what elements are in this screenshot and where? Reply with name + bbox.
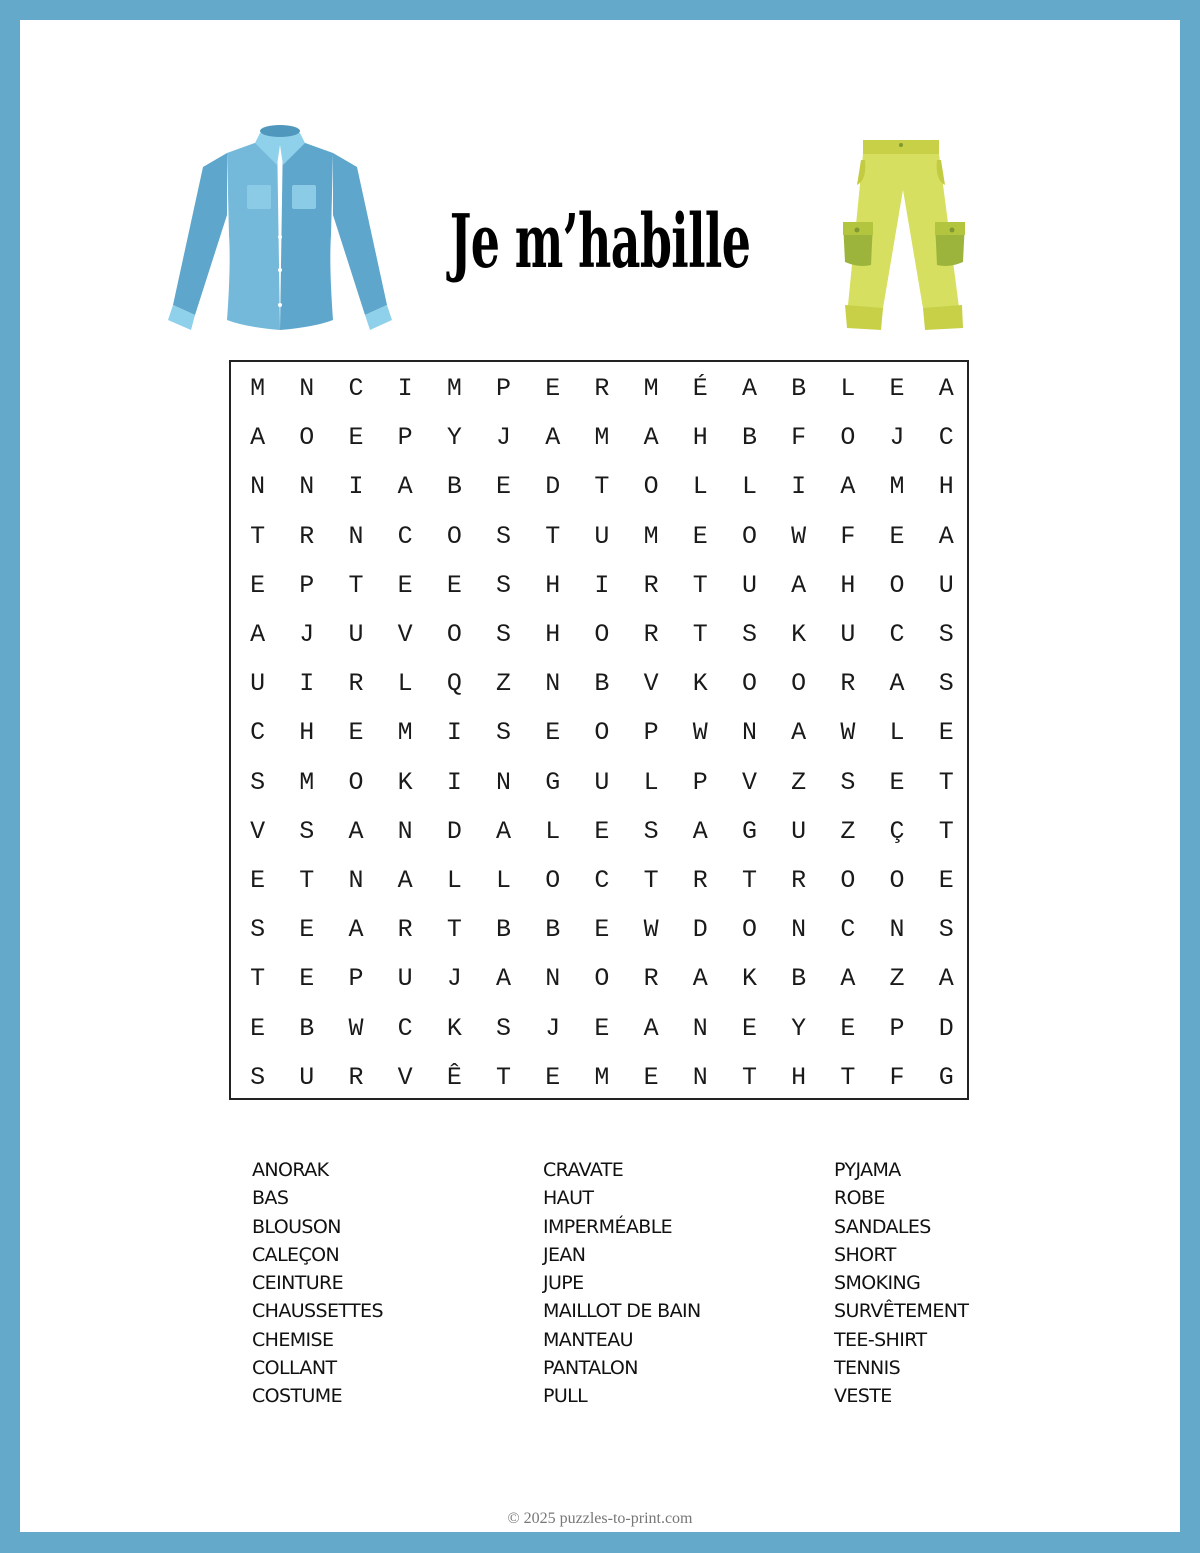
grid-cell[interactable]: J [545,1013,561,1043]
grid-cell[interactable]: N [250,472,266,502]
grid-cell[interactable]: E [250,1013,266,1043]
grid-cell[interactable]: E [889,374,905,404]
grid-cell[interactable]: O [643,472,659,502]
grid-cell[interactable]: E [594,915,610,945]
word-list-item: PULL [543,1385,588,1408]
grid-cell[interactable]: D [446,816,462,846]
grid-cell[interactable]: Q [446,669,462,699]
grid-cell[interactable]: L [741,472,757,502]
word-list-item: CHAUSSETTES [252,1300,383,1323]
grid-cell[interactable]: A [791,718,807,748]
grid-cell[interactable]: E [250,570,266,600]
grid-cell[interactable]: L [840,374,856,404]
grid-cell[interactable]: T [741,1062,757,1092]
grid-cell[interactable]: C [889,620,905,650]
grid-cell[interactable]: E [545,718,561,748]
grid-cell[interactable]: A [840,472,856,502]
grid-cell[interactable]: R [840,669,856,699]
worksheet-page [20,20,1180,1532]
grid-cell[interactable]: M [594,1062,610,1092]
grid-cell[interactable]: E [545,374,561,404]
grid-cell[interactable]: I [446,767,462,797]
grid-cell[interactable]: Y [446,423,462,453]
word-list-item: CRAVATE [543,1159,624,1181]
grid-cell[interactable]: F [791,423,807,453]
word-list-item: TEE-SHIRT [834,1328,927,1351]
grid-cell[interactable]: V [397,620,413,650]
grid-cell[interactable]: E [397,570,413,600]
grid-cell[interactable]: O [840,423,856,453]
grid-cell[interactable]: A [496,816,512,846]
grid-cell[interactable]: U [840,620,856,650]
word-list-item: BAS [252,1187,289,1210]
grid-cell[interactable]: E [545,1062,561,1092]
grid-cell[interactable]: B [791,374,807,404]
grid-cell[interactable]: W [348,1013,364,1043]
grid-cell[interactable]: P [692,767,708,797]
word-list-item: JEAN [543,1243,586,1266]
grid-cell[interactable]: C [938,423,954,453]
grid-cell[interactable]: E [446,570,462,600]
grid-cell[interactable]: E [496,472,512,502]
grid-cell[interactable]: I [348,472,364,502]
grid-cell[interactable]: E [643,1062,659,1092]
grid-cell[interactable]: O [741,669,757,699]
grid-cell[interactable]: E [889,521,905,551]
grid-cell[interactable]: S [938,620,954,650]
grid-cell[interactable]: S [840,767,856,797]
word-list-item: SMOKING [834,1272,921,1295]
grid-cell[interactable]: H [692,423,708,453]
grid-cell[interactable]: N [692,1062,708,1092]
grid-cell[interactable]: R [643,570,659,600]
grid-cell[interactable]: Z [840,816,856,846]
grid-cell[interactable]: S [496,1013,512,1043]
grid-cell[interactable]: Y [791,1013,807,1043]
grid-cell[interactable]: N [299,374,315,404]
grid-cell[interactable]: A [643,423,659,453]
grid-cell[interactable]: U [250,669,266,699]
grid-cell[interactable]: V [643,669,659,699]
word-list-item: CHEMISE [252,1328,334,1351]
word-list [252,1156,1052,1411]
grid-cell[interactable]: N [545,669,561,699]
grid-cell[interactable]: M [643,374,659,404]
grid-cell[interactable]: E [250,865,266,895]
grid-cell[interactable]: O [791,669,807,699]
grid-cell[interactable]: A [250,423,266,453]
grid-cell[interactable]: C [348,374,364,404]
grid-cell[interactable]: O [446,521,462,551]
grid-cell[interactable]: O [594,964,610,994]
grid-cell[interactable]: D [938,1013,954,1043]
grid-cell[interactable]: I [397,374,413,404]
grid-cell[interactable]: P [299,570,315,600]
grid-cell[interactable]: C [397,521,413,551]
grid-cell[interactable]: T [938,767,954,797]
grid-cell[interactable]: S [299,816,315,846]
grid-cell[interactable]: V [741,767,757,797]
grid-cell[interactable]: V [397,1062,413,1092]
grid-cell[interactable]: G [938,1062,954,1092]
grid-cell[interactable]: O [545,865,561,895]
grid-cell[interactable]: B [496,915,512,945]
grid-cell[interactable]: E [938,865,954,895]
grid-cell[interactable]: T [938,816,954,846]
grid-cell[interactable]: I [446,718,462,748]
grid-cell[interactable]: B [299,1013,315,1043]
grid-cell[interactable]: E [299,964,315,994]
grid-cell[interactable]: W [791,521,807,551]
word-list-item: COLLANT [252,1357,337,1380]
grid-cell[interactable]: I [299,669,315,699]
grid-cell[interactable]: R [299,521,315,551]
grid-cell[interactable]: J [446,964,462,994]
grid-cell[interactable]: A [545,423,561,453]
grid-cell[interactable]: B [741,423,757,453]
grid-cell[interactable]: S [250,767,266,797]
grid-cell[interactable]: H [545,570,561,600]
grid-cell[interactable]: U [348,620,364,650]
grid-cell[interactable]: Z [791,767,807,797]
grid-cell[interactable]: R [643,964,659,994]
grid-cell[interactable]: K [397,767,413,797]
grid-cell[interactable]: N [545,964,561,994]
word-list-item: MANTEAU [543,1328,633,1351]
grid-cell[interactable]: N [348,521,364,551]
grid-cell[interactable]: É [692,374,708,404]
grid-cell[interactable]: A [692,964,708,994]
grid-cell[interactable]: P [397,423,413,453]
grid-cell[interactable]: A [938,521,954,551]
grid-cell[interactable]: E [348,718,364,748]
grid-cell[interactable]: T [692,570,708,600]
grid-cell[interactable]: M [889,472,905,502]
grid-cell[interactable]: L [692,472,708,502]
grid-cell[interactable]: R [348,669,364,699]
word-list-item: CALEÇON [252,1243,340,1266]
grid-cell[interactable]: S [496,521,512,551]
grid-cell[interactable]: J [496,423,512,453]
grid-cell[interactable]: U [397,964,413,994]
grid-cell[interactable]: N [496,767,512,797]
grid-cell[interactable]: P [889,1013,905,1043]
grid-cell[interactable]: D [692,915,708,945]
word-list-item: TENNIS [834,1357,901,1380]
word-list-item: SURVÊTEMENT [834,1300,969,1323]
grid-cell[interactable]: E [840,1013,856,1043]
grid-cell[interactable]: N [791,915,807,945]
grid-cell[interactable]: T [643,865,659,895]
grid-cell[interactable]: D [545,472,561,502]
grid-cell[interactable]: A [889,669,905,699]
grid-cell[interactable]: T [496,1062,512,1092]
grid-cell[interactable]: M [446,374,462,404]
grid-cell[interactable]: U [299,1062,315,1092]
grid-cell[interactable]: T [299,865,315,895]
grid-cell[interactable]: A [397,865,413,895]
grid-cell[interactable]: T [840,1062,856,1092]
grid-cell[interactable]: N [692,1013,708,1043]
word-search-grid [229,360,969,1100]
grid-cell[interactable]: N [348,865,364,895]
grid-cell[interactable]: C [250,718,266,748]
word-list-column [834,1156,1052,1411]
grid-cell[interactable]: U [791,816,807,846]
word-list-item: PYJAMA [834,1159,901,1181]
grid-cell[interactable]: O [594,620,610,650]
word-list-item: SHORT [834,1243,896,1266]
word-list-item: ANORAK [252,1159,329,1181]
grid-cell[interactable]: T [594,472,610,502]
grid-cell[interactable]: G [741,816,757,846]
grid-cell[interactable]: L [446,865,462,895]
grid-cell[interactable]: M [594,423,610,453]
grid-cell[interactable]: E [741,1013,757,1043]
grid-cell[interactable]: E [348,423,364,453]
grid-cell[interactable]: O [594,718,610,748]
grid-cell[interactable]: L [397,669,413,699]
grid-cell[interactable]: O [299,423,315,453]
grid-cell[interactable]: E [938,718,954,748]
grid-cell[interactable]: S [643,816,659,846]
grid-cell[interactable]: P [348,964,364,994]
grid-cell[interactable]: L [889,718,905,748]
grid-cell[interactable]: L [545,816,561,846]
grid-cell[interactable]: P [643,718,659,748]
grid-cell[interactable]: A [397,472,413,502]
grid-cell[interactable]: U [594,521,610,551]
word-list-item: VESTE [834,1385,892,1408]
page-title: Je m’habille [449,199,751,285]
grid-cell[interactable]: S [250,1062,266,1092]
grid-cell[interactable]: V [250,816,266,846]
grid-cell[interactable]: L [643,767,659,797]
grid-cell[interactable]: B [446,472,462,502]
grid-cell[interactable]: J [299,620,315,650]
grid-cell[interactable]: T [741,865,757,895]
word-list-item: COSTUME [252,1385,342,1408]
grid-cell[interactable]: T [692,620,708,650]
grid-cell[interactable]: B [791,964,807,994]
word-list-item: BLOUSON [252,1215,341,1238]
grid-cell[interactable]: F [840,521,856,551]
grid-cell[interactable]: A [741,374,757,404]
grid-cell[interactable]: T [250,521,266,551]
grid-cell[interactable]: I [594,570,610,600]
grid-cell[interactable]: R [594,374,610,404]
word-list-item: ROBE [834,1187,885,1210]
grid-cell[interactable]: A [496,964,512,994]
grid-cell[interactable]: E [594,816,610,846]
grid-cell[interactable]: K [446,1013,462,1043]
grid-cell[interactable]: N [299,472,315,502]
word-list-item: MAILLOT DE BAIN [543,1300,701,1323]
word-list-item: JUPE [543,1272,584,1295]
grid-cell[interactable]: A [840,964,856,994]
grid-cell[interactable]: T [545,521,561,551]
grid-cell[interactable]: E [299,915,315,945]
grid-cell[interactable]: I [791,472,807,502]
grid-cell[interactable]: S [741,620,757,650]
grid-cell[interactable]: W [643,915,659,945]
grid-cell[interactable]: M [250,374,266,404]
grid-cell[interactable]: O [889,570,905,600]
grid-cell[interactable]: N [741,718,757,748]
grid-cell[interactable]: H [938,472,954,502]
grid-cell[interactable]: K [741,964,757,994]
pants-icon [835,130,975,340]
grid-cell[interactable]: S [496,718,512,748]
grid-cell[interactable]: T [250,964,266,994]
grid-cell[interactable]: S [938,915,954,945]
grid-cell[interactable]: C [840,915,856,945]
grid-cell[interactable]: O [741,521,757,551]
grid-cell[interactable]: U [594,767,610,797]
grid-cell[interactable]: A [692,816,708,846]
grid-cell[interactable]: R [643,620,659,650]
grid-cell[interactable]: O [348,767,364,797]
grid-cell[interactable]: A [643,1013,659,1043]
word-list-item: IMPERMÉABLE [543,1215,673,1238]
word-list-item: PANTALON [543,1357,638,1380]
grid-cell[interactable]: L [496,865,512,895]
grid-cell[interactable]: W [840,718,856,748]
grid-cell[interactable]: A [938,374,954,404]
grid-cell[interactable]: B [545,915,561,945]
word-list-item: CEINTURE [252,1272,344,1295]
grid-cell[interactable]: M [299,767,315,797]
grid-cell[interactable]: R [791,865,807,895]
letter-grid [231,362,967,1098]
copyright-footer: © 2025 puzzles-to-print.com [507,1510,693,1527]
grid-cell[interactable]: Ç [889,816,905,846]
grid-cell[interactable]: S [938,669,954,699]
word-list-column [252,1156,543,1411]
grid-cell[interactable]: S [250,915,266,945]
grid-cell[interactable]: E [889,767,905,797]
grid-cell[interactable]: N [889,915,905,945]
grid-cell[interactable]: W [692,718,708,748]
grid-cell[interactable]: K [791,620,807,650]
grid-cell[interactable]: A [250,620,266,650]
grid-cell[interactable]: H [840,570,856,600]
grid-cell[interactable]: U [938,570,954,600]
grid-cell[interactable]: O [889,865,905,895]
grid-cell[interactable]: T [348,570,364,600]
grid-cell[interactable]: H [545,620,561,650]
word-list-column [543,1156,834,1411]
grid-cell[interactable]: K [692,669,708,699]
grid-cell[interactable]: G [545,767,561,797]
word-list-item: HAUT [543,1187,594,1210]
grid-cell[interactable]: Z [889,964,905,994]
grid-cell[interactable]: F [889,1062,905,1092]
grid-cell[interactable]: P [496,374,512,404]
grid-cell[interactable]: H [791,1062,807,1092]
grid-cell[interactable]: N [397,816,413,846]
grid-cell[interactable]: Ê [446,1062,462,1092]
grid-cell[interactable]: A [938,964,954,994]
grid-cell[interactable]: S [496,570,512,600]
grid-cell[interactable]: E [692,521,708,551]
grid-cell[interactable]: C [594,865,610,895]
grid-cell[interactable]: J [889,423,905,453]
grid-cell[interactable]: O [741,915,757,945]
grid-cell[interactable]: O [446,620,462,650]
grid-cell[interactable]: B [594,669,610,699]
grid-cell[interactable]: Z [496,669,512,699]
grid-cell[interactable]: R [397,915,413,945]
grid-cell[interactable]: H [299,718,315,748]
word-list-item: SANDALES [834,1215,931,1238]
grid-cell[interactable]: A [348,816,364,846]
grid-cell[interactable]: C [397,1013,413,1043]
grid-cell[interactable]: U [741,570,757,600]
grid-cell[interactable]: M [397,718,413,748]
grid-cell[interactable]: R [692,865,708,895]
grid-cell[interactable]: E [594,1013,610,1043]
grid-cell[interactable]: M [643,521,659,551]
grid-cell[interactable]: A [348,915,364,945]
grid-cell[interactable]: A [791,570,807,600]
grid-cell[interactable]: S [496,620,512,650]
grid-cell[interactable]: R [348,1062,364,1092]
grid-cell[interactable]: T [446,915,462,945]
grid-cell[interactable]: O [840,865,856,895]
